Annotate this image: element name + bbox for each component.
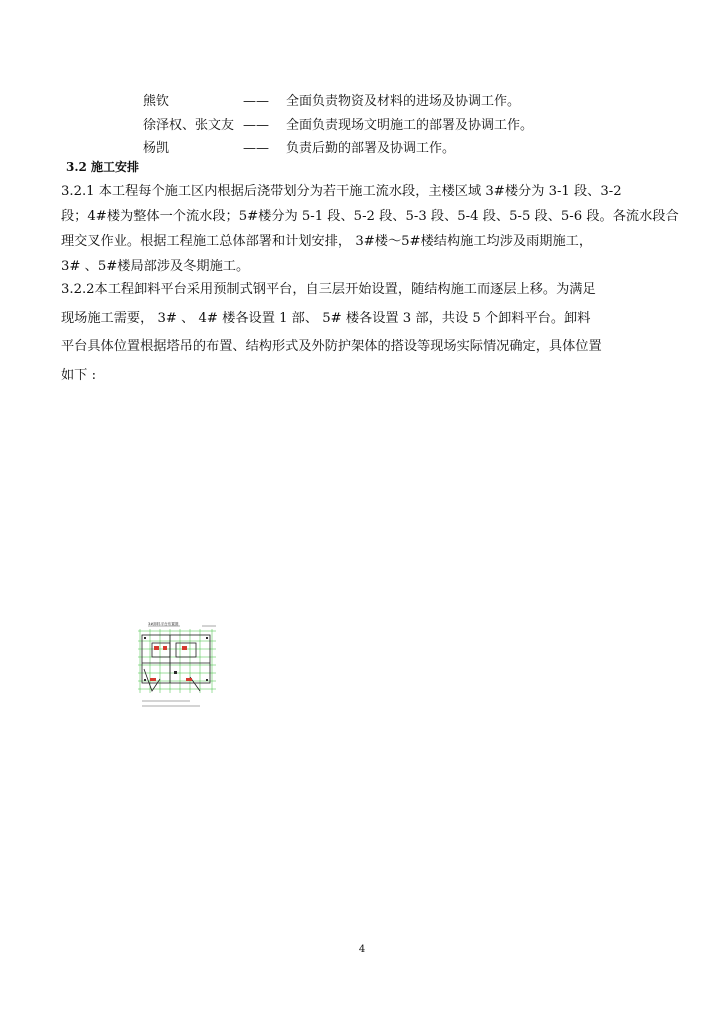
paragraph-line: 如下 : xyxy=(61,368,97,383)
page-number: 4 xyxy=(358,944,366,955)
person-name: 杨凯 xyxy=(143,141,170,156)
person-name: 徐泽权、张文友 xyxy=(143,118,235,133)
plan-notes xyxy=(142,701,200,706)
floor-plan-drawing xyxy=(130,619,222,715)
paragraph-line: 理交叉作业。根据工程施工总体部署和计划安排， 3#楼～5#楼结构施工均涉及雨期施工， xyxy=(61,234,593,249)
plan-title: 3#卸料平台布置图 xyxy=(148,622,179,626)
duty-text: 全面负责物资及材料的进场及协调工作。 xyxy=(286,94,521,109)
dash-separator: —— xyxy=(243,141,269,156)
plan-grid xyxy=(138,629,216,693)
paragraph-line: 3.2.1 本工程每个施工区内根据后浇带划分为若干施工流水段，主楼区域 3#楼分为 3-1 段、3-2 xyxy=(61,184,622,199)
paragraph-line: 段；4#楼为整体一个流水段；5#楼分为 5-1 段、5-2 段、5-3 段、5-4 段、5-5 段、5-6 段。各流水段合 xyxy=(61,209,679,224)
paragraph-line: 平台具体位置根据塔吊的布置、结构形式及外防护架体的搭设等现场实际情况确定，具体位置 xyxy=(61,339,602,354)
person-name: 熊钦 xyxy=(143,94,170,109)
platform-layout-plan xyxy=(130,619,222,715)
paragraph-line: 现场施工需要， 3# 、 4# 楼各设置 1 部、 5# 楼各设置 3 部，共设 5 个卸料平台。卸料 xyxy=(61,311,591,326)
duty-text: 全面负责现场文明施工的部署及协调工作。 xyxy=(286,118,534,133)
section-heading: 3.2 施工安排 xyxy=(66,160,140,174)
duty-text: 负责后勤的部署及协调工作。 xyxy=(286,141,456,156)
dash-separator: —— xyxy=(243,118,269,133)
unloading-platform-markers xyxy=(150,646,192,681)
dash-separator: —— xyxy=(243,94,269,109)
paragraph-line: 3.2.2本工程卸料平台采用预制式钢平台，自三层开始设置，随结构施工而逐层上移。为满足 xyxy=(61,282,596,297)
paragraph-line: 3# 、5#楼局部涉及冬期施工。 xyxy=(61,259,250,274)
